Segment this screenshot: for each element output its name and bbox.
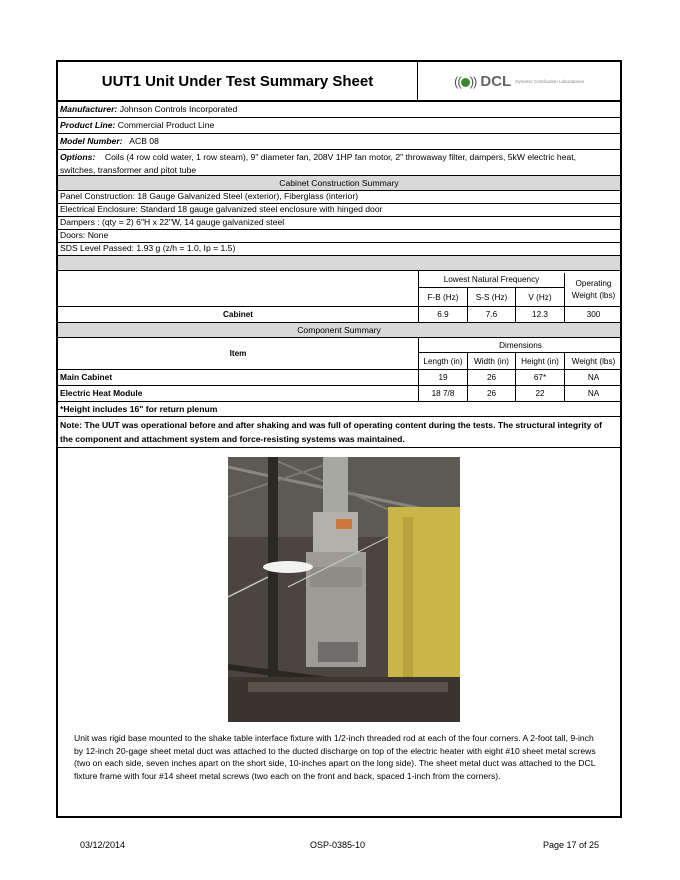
note-line2: the component and attachment system and force-resisting systems was maintained. [60, 434, 405, 444]
component-name: Main Cabinet [60, 372, 113, 382]
options-label: Options: [60, 152, 96, 162]
options-line1: Coils (4 row cold water, 1 row steam), 9" diameter fan, 208V 1HP fan motor, 2" throwaway filter, dampers, 5kW electric heat, [104, 152, 577, 162]
weight-header-line1: Operating [575, 279, 612, 288]
table-row [58, 386, 620, 402]
manufacturer-label: Manufacturer: [60, 104, 118, 114]
ss-header: S-S (Hz) [467, 288, 515, 306]
frequency-header-row [58, 271, 620, 307]
lowest-frequency-header: Lowest Natural Frequency [418, 271, 564, 288]
weight-header-line2: Weight (lbs) [571, 291, 616, 300]
weight-value: NA [564, 370, 620, 385]
note-line1: Note: The UUT was operational before and after shaking and was full of operating content during the tests. The structural integrity of [60, 420, 602, 430]
component-name: Electric Heat Module [60, 388, 143, 398]
summary-sheet [56, 60, 622, 818]
width-value: 26 [467, 386, 515, 401]
dimensions-header: Dimensions [418, 338, 620, 353]
cabinet-label: Cabinet [222, 310, 254, 319]
model-number-row [58, 134, 620, 150]
test-unit-photo [228, 457, 460, 722]
fb-value: 6.9 [418, 307, 467, 322]
construction-line: Doors: None [58, 230, 620, 243]
spacer-row [58, 256, 620, 271]
v-header: V (Hz) [515, 288, 564, 306]
component-summary-title: Component Summary [58, 323, 620, 338]
model-number-label: Model Number: [60, 136, 123, 146]
height-header: Height (in) [515, 353, 564, 369]
height-value: 67* [515, 370, 564, 385]
construction-line: SDS Level Passed: 1.93 g (z/h = 1.0, Ip = 1.5) [58, 243, 620, 256]
logo-subtext: Dynamic Certification Laboratories [515, 78, 584, 84]
options-row [58, 150, 620, 176]
dcl-logo [418, 62, 620, 102]
width-value: 26 [467, 370, 515, 385]
weight-value: NA [564, 386, 620, 401]
item-header: Item [229, 349, 247, 358]
v-value: 12.3 [515, 307, 564, 322]
length-value: 18 7/8 [418, 386, 467, 401]
model-number-value: ACB 08 [129, 136, 159, 146]
table-row [58, 370, 620, 386]
logo-text: DCL [480, 72, 512, 90]
logo-signal-icon: (( )) [454, 73, 477, 89]
product-line-value: Commercial Product Line [117, 120, 215, 130]
product-line-row [58, 118, 620, 134]
sheet-title: UUT1 Unit Under Test Summary Sheet [58, 62, 418, 102]
construction-line: Dampers : (qty = 2) 6"H x 22"W, 14 gauge galvanized steel [58, 217, 620, 230]
height-value: 22 [515, 386, 564, 401]
operating-weight-header [564, 273, 620, 307]
note-row [58, 417, 620, 448]
length-value: 19 [418, 370, 467, 385]
weight-value: 300 [564, 307, 620, 322]
footer-page-number: Page 17 of 25 [543, 840, 600, 850]
manufacturer-value: Johnson Controls Incorporated [119, 104, 238, 114]
mounting-description: Unit was rigid base mounted to the shake table interface fixture with 1/2-inch threaded rod at each of the four corners. A 2-foot tall, 9-inch by 12-inch 20-gage sheet metal duct was attached to the ducted discharge on top of the electric heater with eight #10 sheet metal screws (two on each side, seven inches apart on the short side, 10-inches apart on the long side). The sheet metal duct was attached to the DCL fixture frame with four #14 sheet metal screws (two each on the front and back, spaced 1-inch from the corners). [74, 733, 596, 781]
footer-date: 03/12/2014 [80, 840, 126, 850]
ss-value: 7.6 [467, 307, 515, 322]
construction-line: Panel Construction: 18 Gauge Galvanized Steel (exterior), Fiberglass (interior) [58, 191, 620, 204]
cabinet-frequency-row [58, 307, 620, 323]
width-header: Width (in) [467, 353, 515, 369]
fb-header: F-B (Hz) [418, 288, 467, 306]
product-line-label: Product Line: [60, 120, 116, 130]
manufacturer-row [58, 102, 620, 118]
options-line2: switches, transformer and pitot tube [60, 164, 197, 175]
construction-line: Electrical Enclosure: Standard 18 gauge galvanized steel enclosure with hinged door [58, 204, 620, 217]
component-header-row [58, 338, 620, 370]
footer-doc-number: OSP-0385-10 [310, 840, 366, 850]
cabinet-construction-title: Cabinet Construction Summary [58, 176, 620, 191]
height-footnote: *Height includes 16" for return plenum [58, 402, 620, 417]
length-header: Length (in) [418, 353, 467, 369]
weight-header: Weight (lbs) [564, 353, 620, 369]
